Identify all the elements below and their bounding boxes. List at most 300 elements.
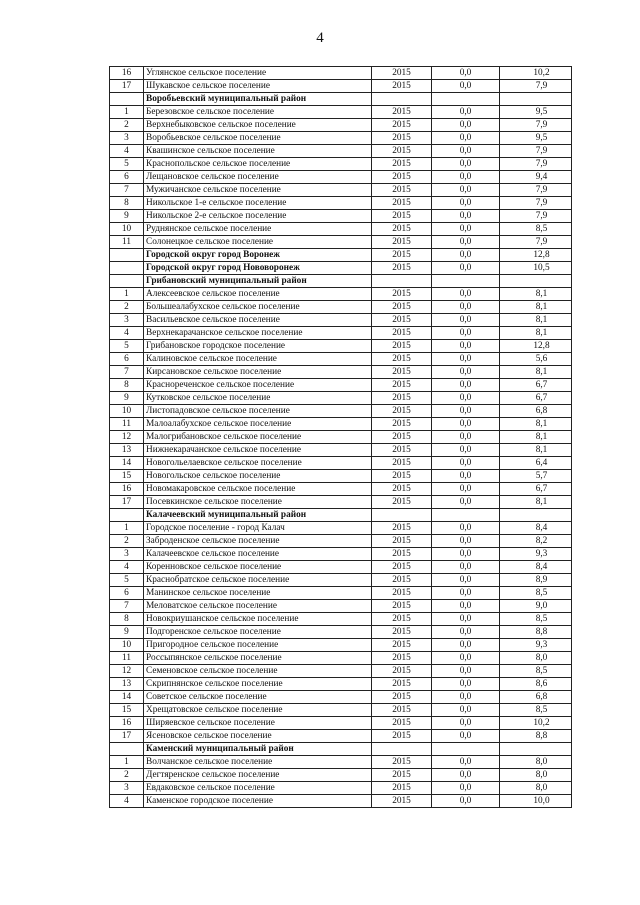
row-number-cell: 8 [110,197,144,210]
year-cell: 2015 [372,457,432,470]
value-1-cell: 0,0 [432,444,500,457]
settlement-name-cell: Коренновское сельское поселение [144,561,372,574]
row-number-cell: 15 [110,470,144,483]
value-2-cell: 8,5 [500,704,572,717]
settlement-name-cell: Калачеевский муниципальный район [144,509,372,522]
value-2-cell: 5,7 [500,470,572,483]
value-2-cell: 8,1 [500,418,572,431]
table-row [110,405,572,418]
value-2-cell: 5,6 [500,353,572,366]
year-cell: 2015 [372,678,432,691]
year-cell: 2015 [372,366,432,379]
value-1-cell: 0,0 [432,392,500,405]
table-row [110,574,572,587]
year-cell: 2015 [372,535,432,548]
year-cell: 2015 [372,587,432,600]
year-cell [372,743,432,756]
data-table [109,66,572,808]
value-2-cell: 6,8 [500,691,572,704]
table-row [110,80,572,93]
value-1-cell: 0,0 [432,665,500,678]
year-cell: 2015 [372,639,432,652]
value-1-cell: 0,0 [432,379,500,392]
value-1-cell: 0,0 [432,587,500,600]
settlement-name-cell: Лещановское сельское поселение [144,171,372,184]
row-number-cell: 17 [110,80,144,93]
value-2-cell: 6,4 [500,457,572,470]
value-1-cell: 0,0 [432,574,500,587]
table-row [110,418,572,431]
value-2-cell: 8,5 [500,587,572,600]
value-2-cell: 8,0 [500,782,572,795]
row-number-cell: 1 [110,756,144,769]
year-cell: 2015 [372,444,432,457]
table-row [110,119,572,132]
settlement-name-cell: Малоалабухское сельское поселение [144,418,372,431]
table-row [110,457,572,470]
table-row [110,301,572,314]
table-row [110,431,572,444]
row-number-cell: 4 [110,327,144,340]
settlement-name-cell: Углянское сельское поселение [144,67,372,80]
year-cell: 2015 [372,665,432,678]
settlement-name-cell: Кирсановское сельское поселение [144,366,372,379]
year-cell: 2015 [372,67,432,80]
value-2-cell: 10,0 [500,795,572,808]
year-cell: 2015 [372,470,432,483]
value-1-cell: 0,0 [432,483,500,496]
value-1-cell: 0,0 [432,418,500,431]
table-row [110,132,572,145]
value-1-cell: 0,0 [432,613,500,626]
settlement-name-cell: Новомакаровское сельское поселение [144,483,372,496]
value-2-cell: 6,7 [500,379,572,392]
row-number-cell: 9 [110,210,144,223]
value-2-cell: 8,6 [500,678,572,691]
row-number-cell: 4 [110,561,144,574]
value-2-cell: 7,9 [500,158,572,171]
value-2-cell: 6,8 [500,405,572,418]
district-header-row [110,509,572,522]
table-row [110,769,572,782]
table-row [110,600,572,613]
value-2-cell: 7,9 [500,210,572,223]
value-1-cell: 0,0 [432,119,500,132]
district-header-row [110,93,572,106]
value-2-cell [500,275,572,288]
value-1-cell [432,93,500,106]
value-2-cell: 8,1 [500,288,572,301]
year-cell: 2015 [372,769,432,782]
row-number-cell: 16 [110,483,144,496]
row-number-cell: 4 [110,795,144,808]
table-row [110,626,572,639]
value-1-cell: 0,0 [432,626,500,639]
year-cell: 2015 [372,288,432,301]
row-number-cell: 6 [110,353,144,366]
settlement-name-cell: Васильевское сельское поселение [144,314,372,327]
value-1-cell: 0,0 [432,782,500,795]
value-2-cell: 9,3 [500,548,572,561]
row-number-cell: 3 [110,548,144,561]
value-2-cell: 8,5 [500,613,572,626]
row-number-cell: 9 [110,392,144,405]
settlement-name-cell: Краснопольское сельское поселение [144,158,372,171]
value-1-cell: 0,0 [432,340,500,353]
settlement-name-cell: Городской округ город Нововоронеж [144,262,372,275]
district-header-row [110,262,572,275]
year-cell: 2015 [372,691,432,704]
row-number-cell: 5 [110,574,144,587]
value-1-cell: 0,0 [432,535,500,548]
value-2-cell: 9,4 [500,171,572,184]
year-cell: 2015 [372,223,432,236]
value-1-cell: 0,0 [432,132,500,145]
value-1-cell: 0,0 [432,171,500,184]
row-number-cell: 5 [110,340,144,353]
value-2-cell: 9,5 [500,106,572,119]
row-number-cell: 3 [110,132,144,145]
value-2-cell: 12,8 [500,249,572,262]
value-2-cell: 7,9 [500,236,572,249]
year-cell: 2015 [372,704,432,717]
value-1-cell: 0,0 [432,67,500,80]
row-number-cell: 11 [110,236,144,249]
row-number-cell [110,275,144,288]
value-2-cell: 8,4 [500,561,572,574]
table-row [110,548,572,561]
year-cell: 2015 [372,782,432,795]
table-row [110,730,572,743]
settlement-name-cell: Грибановское городское поселение [144,340,372,353]
row-number-cell: 2 [110,119,144,132]
settlement-name-cell: Краснореченское сельское поселение [144,379,372,392]
settlement-name-cell: Воробьевское сельское поселение [144,132,372,145]
settlement-name-cell: Нижнекарачанское сельское поселение [144,444,372,457]
settlement-name-cell: Мужичанское сельское поселение [144,184,372,197]
settlement-name-cell: Шукавское сельское поселение [144,80,372,93]
settlement-name-cell: Солонецкое сельское поселение [144,236,372,249]
row-number-cell [110,509,144,522]
year-cell: 2015 [372,730,432,743]
settlement-name-cell: Дегтяренское сельское поселение [144,769,372,782]
value-2-cell [500,743,572,756]
year-cell: 2015 [372,418,432,431]
settlement-name-cell: Никольское 1-е сельское поселение [144,197,372,210]
value-2-cell: 7,9 [500,145,572,158]
value-2-cell: 8,1 [500,496,572,509]
settlement-name-cell: Руднянское сельское поселение [144,223,372,236]
value-2-cell: 6,7 [500,483,572,496]
year-cell [372,93,432,106]
table-row [110,561,572,574]
value-1-cell: 0,0 [432,600,500,613]
table-row [110,613,572,626]
table-row [110,236,572,249]
value-1-cell: 0,0 [432,730,500,743]
table-row [110,522,572,535]
year-cell: 2015 [372,600,432,613]
year-cell: 2015 [372,756,432,769]
value-2-cell: 12,8 [500,340,572,353]
year-cell: 2015 [372,132,432,145]
value-1-cell: 0,0 [432,457,500,470]
year-cell: 2015 [372,392,432,405]
row-number-cell: 1 [110,288,144,301]
settlement-name-cell: Алексеевское сельское поселение [144,288,372,301]
row-number-cell: 1 [110,522,144,535]
row-number-cell: 15 [110,704,144,717]
year-cell: 2015 [372,158,432,171]
table-row [110,665,572,678]
settlement-name-cell: Меловатское сельское поселение [144,600,372,613]
table-row [110,106,572,119]
value-2-cell: 10,2 [500,717,572,730]
value-2-cell: 7,9 [500,80,572,93]
row-number-cell: 9 [110,626,144,639]
row-number-cell: 7 [110,600,144,613]
row-number-cell: 13 [110,444,144,457]
settlement-name-cell: Подгоренское сельское поселение [144,626,372,639]
table-row [110,184,572,197]
value-2-cell: 9,5 [500,132,572,145]
value-2-cell: 7,9 [500,119,572,132]
value-2-cell: 8,0 [500,652,572,665]
settlement-name-cell: Калачеевское сельское поселение [144,548,372,561]
year-cell: 2015 [372,106,432,119]
settlement-name-cell: Большеалабухское сельское поселение [144,301,372,314]
settlement-name-cell: Новогольелаевское сельское поселение [144,457,372,470]
row-number-cell: 3 [110,314,144,327]
value-1-cell: 0,0 [432,197,500,210]
value-1-cell: 0,0 [432,184,500,197]
year-cell: 2015 [372,561,432,574]
table-row [110,691,572,704]
value-1-cell: 0,0 [432,262,500,275]
district-header-row [110,275,572,288]
value-2-cell: 8,5 [500,665,572,678]
value-1-cell: 0,0 [432,314,500,327]
row-number-cell: 7 [110,184,144,197]
value-2-cell [500,509,572,522]
table-row [110,379,572,392]
year-cell: 2015 [372,717,432,730]
settlement-name-cell: Листопадовское сельское поселение [144,405,372,418]
row-number-cell: 1 [110,106,144,119]
value-2-cell: 8,9 [500,574,572,587]
value-1-cell: 0,0 [432,769,500,782]
value-2-cell: 10,2 [500,67,572,80]
table-row [110,210,572,223]
value-2-cell: 8,0 [500,769,572,782]
value-1-cell: 0,0 [432,561,500,574]
year-cell: 2015 [372,314,432,327]
settlement-name-cell: Березовское сельское поселение [144,106,372,119]
value-1-cell: 0,0 [432,236,500,249]
table-row [110,704,572,717]
table-row [110,678,572,691]
row-number-cell: 10 [110,639,144,652]
year-cell [372,275,432,288]
year-cell: 2015 [372,522,432,535]
row-number-cell: 2 [110,769,144,782]
value-1-cell: 0,0 [432,496,500,509]
settlement-name-cell: Калиновское сельское поселение [144,353,372,366]
row-number-cell: 3 [110,782,144,795]
table-row [110,756,572,769]
row-number-cell: 12 [110,431,144,444]
district-header-row [110,249,572,262]
table-row [110,353,572,366]
table-row [110,288,572,301]
year-cell: 2015 [372,626,432,639]
value-1-cell: 0,0 [432,717,500,730]
settlement-name-cell: Городское поселение - город Калач [144,522,372,535]
year-cell: 2015 [372,483,432,496]
year-cell: 2015 [372,340,432,353]
table-row [110,587,572,600]
table-row [110,392,572,405]
settlement-name-cell: Верхнекарачанское сельское поселение [144,327,372,340]
year-cell: 2015 [372,171,432,184]
row-number-cell: 12 [110,665,144,678]
row-number-cell: 16 [110,67,144,80]
row-number-cell: 14 [110,457,144,470]
row-number-cell: 6 [110,587,144,600]
year-cell: 2015 [372,327,432,340]
value-1-cell [432,509,500,522]
year-cell: 2015 [372,145,432,158]
year-cell: 2015 [372,353,432,366]
row-number-cell: 8 [110,379,144,392]
value-1-cell: 0,0 [432,223,500,236]
value-1-cell: 0,0 [432,756,500,769]
value-2-cell: 8,4 [500,522,572,535]
year-cell: 2015 [372,574,432,587]
settlement-name-cell: Манинское сельское поселение [144,587,372,600]
table-row [110,444,572,457]
year-cell [372,509,432,522]
row-number-cell: 16 [110,717,144,730]
value-1-cell: 0,0 [432,301,500,314]
value-2-cell: 8,1 [500,366,572,379]
table-row [110,795,572,808]
value-2-cell: 8,8 [500,626,572,639]
value-2-cell: 8,8 [500,730,572,743]
table-row [110,340,572,353]
row-number-cell: 4 [110,145,144,158]
row-number-cell: 2 [110,301,144,314]
value-1-cell: 0,0 [432,704,500,717]
settlement-name-cell: Ширяевское сельское поселение [144,717,372,730]
settlement-name-cell: Россыпянское сельское поселение [144,652,372,665]
settlement-name-cell: Скрипнянское сельское поселение [144,678,372,691]
year-cell: 2015 [372,249,432,262]
value-1-cell: 0,0 [432,210,500,223]
year-cell: 2015 [372,301,432,314]
row-number-cell: 10 [110,223,144,236]
value-1-cell [432,275,500,288]
row-number-cell: 5 [110,158,144,171]
value-1-cell: 0,0 [432,652,500,665]
settlement-name-cell: Городской округ город Воронеж [144,249,372,262]
value-1-cell: 0,0 [432,795,500,808]
year-cell: 2015 [372,431,432,444]
value-1-cell [432,743,500,756]
settlement-name-cell: Кутковское сельское поселение [144,392,372,405]
table-row [110,67,572,80]
row-number-cell: 13 [110,678,144,691]
value-1-cell: 0,0 [432,678,500,691]
table-row [110,470,572,483]
value-1-cell: 0,0 [432,80,500,93]
table-row [110,366,572,379]
table-row [110,652,572,665]
table-row [110,639,572,652]
district-header-row [110,743,572,756]
value-1-cell: 0,0 [432,353,500,366]
value-2-cell: 8,1 [500,444,572,457]
value-2-cell: 8,2 [500,535,572,548]
value-2-cell: 8,1 [500,327,572,340]
settlement-name-cell: Воробьевский муниципальный район [144,93,372,106]
year-cell: 2015 [372,496,432,509]
year-cell: 2015 [372,119,432,132]
value-2-cell: 8,1 [500,301,572,314]
settlement-name-cell: Евдаковское сельское поселение [144,782,372,795]
value-2-cell: 8,5 [500,223,572,236]
value-1-cell: 0,0 [432,366,500,379]
row-number-cell: 10 [110,405,144,418]
year-cell: 2015 [372,262,432,275]
value-2-cell: 10,5 [500,262,572,275]
year-cell: 2015 [372,236,432,249]
table-row [110,717,572,730]
settlement-name-cell: Новогольское сельское поселение [144,470,372,483]
settlement-name-cell: Никольское 2-е сельское поселение [144,210,372,223]
value-1-cell: 0,0 [432,405,500,418]
row-number-cell: 17 [110,730,144,743]
row-number-cell: 14 [110,691,144,704]
value-1-cell: 0,0 [432,158,500,171]
settlement-name-cell: Волчанское сельское поселение [144,756,372,769]
year-cell: 2015 [372,613,432,626]
value-1-cell: 0,0 [432,470,500,483]
table-row [110,171,572,184]
settlement-name-cell: Советское сельское поселение [144,691,372,704]
row-number-cell: 6 [110,171,144,184]
value-1-cell: 0,0 [432,691,500,704]
settlement-name-cell: Квашинское сельское поселение [144,145,372,158]
value-2-cell: 9,3 [500,639,572,652]
value-2-cell [500,93,572,106]
table-row [110,327,572,340]
value-1-cell: 0,0 [432,288,500,301]
settlement-name-cell: Заброденское сельское поселение [144,535,372,548]
value-1-cell: 0,0 [432,106,500,119]
settlement-name-cell: Новокриушанское сельское поселение [144,613,372,626]
row-number-cell: 7 [110,366,144,379]
value-1-cell: 0,0 [432,249,500,262]
table-body [110,67,572,808]
table-row [110,223,572,236]
settlement-name-cell: Грибановский муниципальный район [144,275,372,288]
table-row [110,483,572,496]
row-number-cell [110,249,144,262]
value-1-cell: 0,0 [432,522,500,535]
row-number-cell: 11 [110,652,144,665]
settlement-name-cell: Семеновское сельское поселение [144,665,372,678]
